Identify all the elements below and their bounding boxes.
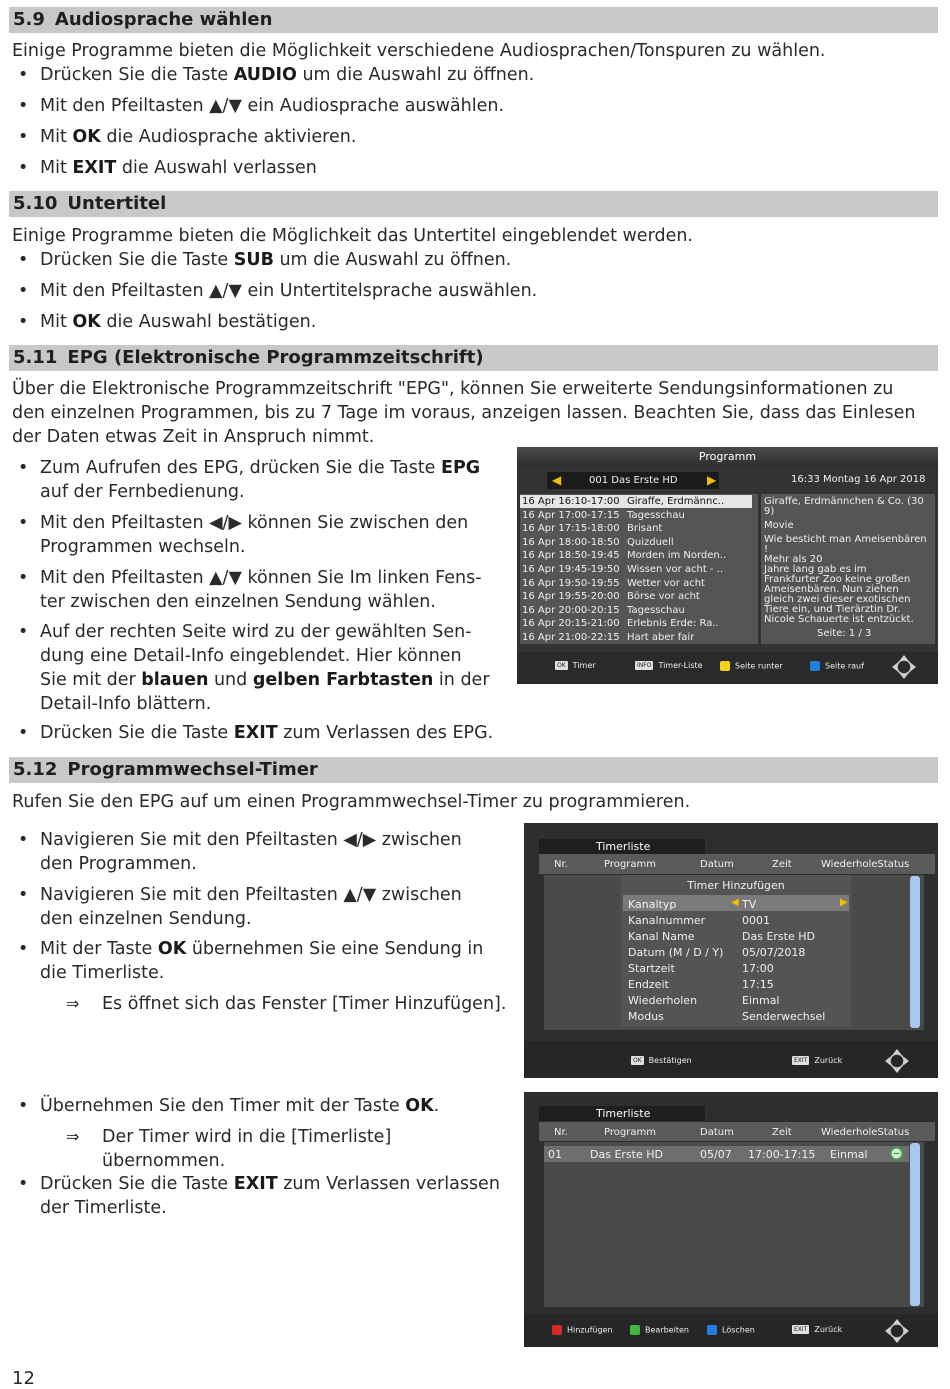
- bullet: • Mit EXIT die Auswahl verlassen: [22, 156, 317, 180]
- dialog-field-label: Startzeit: [628, 962, 675, 975]
- epg-detail-line: gleich zwei dieser exotischen: [764, 594, 911, 605]
- dialog-field-label: Endzeit: [628, 978, 669, 991]
- timer-repeat: Einmal: [830, 1148, 868, 1161]
- timer-date: 05/07: [700, 1148, 732, 1161]
- epg-detail-line: Wie besticht man Ameisenbären: [764, 534, 927, 545]
- navigation-cross-icon: [891, 654, 917, 680]
- blue-key-icon: [810, 661, 820, 671]
- bullet: • Mit der Taste OK übernehmen Sie eine Sendung in die Timerliste.: [22, 937, 483, 985]
- epg-event-name[interactable]: Morden im Norden..: [627, 550, 727, 562]
- arrow-left-icon: ◀: [731, 897, 739, 908]
- scrollbar[interactable]: [910, 876, 920, 1028]
- col-wiederhole-status: WiederholeStatus: [821, 859, 910, 870]
- epg-screenshot: [517, 447, 938, 684]
- dialog-field-value[interactable]: TV: [742, 898, 757, 911]
- col-datum: Datum: [700, 859, 734, 870]
- epg-event-time[interactable]: 16 Apr 16:10-17:00: [522, 496, 620, 507]
- footer-page-up: Seite rauf: [825, 661, 864, 671]
- timer-list-screenshot: [524, 1092, 938, 1347]
- dialog-field-label: Modus: [628, 1010, 664, 1023]
- footer-back: Zurück: [814, 1325, 843, 1334]
- epg-event-time[interactable]: 16 Apr 21:00-22:15: [522, 632, 620, 643]
- col-wiederhole-status: WiederholeStatus: [821, 1127, 910, 1138]
- footer-edit: Bearbeiten: [645, 1325, 689, 1335]
- dialog-field-label: Kanaltyp: [628, 898, 677, 911]
- exit-key-icon: EXIT: [794, 1326, 808, 1333]
- arrow-left-icon: ◀: [552, 473, 562, 487]
- bullet: • Navigieren Sie mit den Pfeiltasten ◀/▶ zwischen den Programmen.: [22, 828, 462, 876]
- paragraph: der Daten etwas Zeit in Anspruch nimmt.: [12, 427, 375, 447]
- dialog-field-value[interactable]: Das Erste HD: [742, 930, 815, 943]
- epg-event-time[interactable]: 16 Apr 18:00-18:50: [522, 536, 620, 548]
- bullet: • Mit den Pfeiltasten ▲/▼ ein Untertitelsprache auswählen.: [22, 279, 537, 303]
- footer-confirm: Bestätigen: [648, 1056, 692, 1065]
- col-nr: Nr.: [554, 1127, 568, 1138]
- bullet: • Drücken Sie die Taste AUDIO um die Auswahl zu öffnen.: [22, 63, 534, 87]
- epg-event-name[interactable]: Tagesschau: [627, 509, 685, 521]
- epg-detail-line: Movie: [764, 520, 794, 531]
- section-header-5-11: 5.11 EPG (Elektronische Programmzeitschrift): [9, 345, 938, 371]
- epg-event-time[interactable]: 16 Apr 18:50-19:45: [522, 550, 620, 562]
- epg-datetime: 16:33 Montag 16 Apr 2018: [791, 474, 926, 485]
- timer-add-screenshot: [524, 823, 938, 1078]
- footer-back: Zurück: [814, 1056, 843, 1065]
- arrow-right-icon: ▶: [707, 473, 717, 487]
- epg-event-time[interactable]: 16 Apr 19:50-19:55: [522, 577, 620, 589]
- paragraph: Über die Elektronische Programmzeitschrift "EPG", können Sie erweiterte Sendungsinformationen zu: [12, 379, 894, 399]
- timer-program: Das Erste HD: [590, 1148, 663, 1161]
- dialog-field-value[interactable]: Einmal: [742, 994, 780, 1007]
- epg-detail-line: 9): [764, 506, 775, 517]
- scrollbar[interactable]: [910, 1143, 920, 1306]
- exit-key-icon: EXIT: [794, 1057, 808, 1064]
- epg-channel: 001 Das Erste HD: [589, 475, 678, 486]
- arrow-right-icon: ▶: [840, 897, 848, 908]
- footer-add: Hinzufügen: [567, 1325, 613, 1335]
- footer-timer: Timer: [572, 661, 596, 670]
- bullet: • Navigieren Sie mit den Pfeiltasten ▲/▼ zwischen den einzelnen Sendung.: [22, 883, 462, 931]
- bullet: • Mit OK die Audiosprache aktivieren.: [22, 125, 356, 149]
- bullet: • Mit den Pfeiltasten ▲/▼ können Sie Im linken Fens- ter zwischen den einzelnen Sendung wählen.: [22, 566, 482, 614]
- bullet: • Drücken Sie die Taste EXIT zum Verlassen verlassen der Timerliste.: [22, 1172, 500, 1220]
- epg-event-time[interactable]: 16 Apr 19:55-20:00: [522, 591, 620, 603]
- epg-detail-line: Frankfurter Zoo keine großen: [764, 574, 911, 585]
- epg-event-name[interactable]: Tagesschau: [627, 604, 685, 616]
- dialog-title: Timer Hinzufügen: [687, 879, 785, 892]
- result-line: ⇒ Der Timer wird in die [Timerliste]: [66, 1127, 392, 1147]
- info-key-icon: INFO: [637, 662, 652, 669]
- footer-page-down: Seite runter: [735, 661, 783, 671]
- status-active-icon: [890, 1147, 903, 1160]
- navigation-cross-icon: [884, 1318, 910, 1344]
- epg-event-time[interactable]: 16 Apr 20:15-21:00: [522, 618, 620, 630]
- epg-event-time[interactable]: 16 Apr 17:15-18:00: [522, 523, 620, 535]
- dialog-field-label: Wiederholen: [628, 994, 698, 1007]
- epg-event-name[interactable]: Hart aber fair: [627, 632, 695, 643]
- col-nr: Nr.: [554, 859, 568, 870]
- ok-key-icon: OK: [557, 662, 566, 669]
- green-key-icon: [630, 1325, 640, 1335]
- epg-detail-line: Ameisenbären. Nun ziehen: [764, 584, 899, 595]
- paragraph: Rufen Sie den EPG auf um einen Programmwechsel-Timer zu programmieren.: [12, 792, 691, 812]
- epg-page-indicator: Seite: 1 / 3: [817, 628, 872, 639]
- dialog-field-value[interactable]: 0001: [742, 914, 770, 927]
- bullet: • Mit den Pfeiltasten ▲/▼ ein Audiosprache auswählen.: [22, 94, 504, 118]
- result-line-cont: übernommen.: [102, 1151, 226, 1171]
- dialog-field-value[interactable]: 17:00: [742, 962, 774, 975]
- blue-key-icon: [707, 1325, 717, 1335]
- epg-event-time[interactable]: 16 Apr 17:00-17:15: [522, 509, 620, 521]
- bullet: • Auf der rechten Seite wird zu der gewählten Sen- dung eine Detail-Info eingeblendet. Hier können Sie mit der blauen und gelben Farbtasten in der Detail-Info blättern.: [22, 620, 490, 716]
- footer-timer-list: Timer-Liste: [658, 661, 703, 670]
- epg-detail-line: Giraffe, Erdmännchen & Co. (30: [764, 496, 924, 507]
- epg-title: Programm: [698, 450, 757, 463]
- footer-delete: Löschen: [722, 1325, 755, 1335]
- epg-event-name[interactable]: Quizduell: [627, 536, 674, 548]
- yellow-key-icon: [720, 661, 730, 671]
- dialog-field-value[interactable]: 17:15: [742, 978, 774, 991]
- section-header-5-12: 5.12 Programmwechsel-Timer: [9, 757, 938, 783]
- ok-key-icon: OK: [633, 1057, 642, 1064]
- timerlist-title: Timerliste: [596, 840, 651, 853]
- result-line: ⇒ Es öffnet sich das Fenster [Timer Hinzufügen].: [66, 994, 507, 1014]
- epg-event-name[interactable]: Erlebnis Erde: Ra..: [627, 618, 719, 630]
- dialog-field-label: Datum (M / D / Y): [628, 946, 724, 959]
- navigation-cross-icon: [884, 1048, 910, 1074]
- dialog-field-label: Kanal Name: [628, 930, 695, 943]
- timerlist-title: Timerliste: [596, 1107, 651, 1120]
- epg-event-name[interactable]: Brisant: [627, 523, 663, 535]
- dialog-field-label: Kanalnummer: [628, 914, 706, 927]
- epg-event-time[interactable]: 16 Apr 20:00-20:15: [522, 604, 620, 616]
- epg-event-name[interactable]: Giraffe, Erdmännc..: [627, 496, 725, 507]
- bullet: • Mit OK die Auswahl bestätigen.: [22, 310, 316, 334]
- dialog-field-value[interactable]: 05/07/2018: [742, 946, 806, 959]
- epg-detail-line: Mehr als 20: [764, 554, 823, 565]
- section-header-5-10: 5.10 Untertitel: [9, 191, 938, 217]
- paragraph: Einige Programme bieten die Möglichkeit verschiedene Audiosprachen/Tonspuren zu wählen.: [12, 41, 826, 61]
- dialog-field-value[interactable]: Senderwechsel: [742, 1010, 826, 1023]
- col-zeit: Zeit: [772, 859, 792, 870]
- epg-detail-line: Tiere ein, und Tierärztin Dr.: [764, 604, 901, 615]
- col-zeit: Zeit: [772, 1127, 792, 1138]
- timer-time: 17:00-17:15: [748, 1148, 816, 1161]
- col-programm: Programm: [604, 859, 656, 870]
- col-programm: Programm: [604, 1127, 656, 1138]
- timer-nr: 01: [548, 1148, 562, 1161]
- paragraph: Einige Programme bieten die Möglichkeit das Untertitel eingeblendet werden.: [12, 226, 693, 246]
- epg-event-name[interactable]: Wissen vor acht - ..: [627, 564, 724, 575]
- bullet: • Übernehmen Sie den Timer mit der Taste OK.: [22, 1094, 439, 1118]
- section-header-5-9: 5.9 Audiosprache wählen: [9, 7, 938, 33]
- paragraph: den einzelnen Programmen, bis zu 7 Tage im voraus, anzeigen lassen. Beachten Sie, dass das Einlesen: [12, 403, 916, 423]
- epg-event-name[interactable]: Wetter vor acht: [627, 577, 705, 589]
- epg-event-name[interactable]: Börse vor acht: [627, 591, 700, 603]
- bullet: • Drücken Sie die Taste SUB um die Auswahl zu öffnen.: [22, 248, 511, 272]
- page-number: 12: [12, 1368, 35, 1389]
- red-key-icon: [552, 1325, 562, 1335]
- epg-detail-line: Jahre lang gab es im: [764, 564, 867, 575]
- bullet: • Zum Aufrufen des EPG, drücken Sie die Taste EPG auf der Fernbedienung.: [22, 456, 480, 504]
- epg-detail-line: !: [764, 544, 769, 555]
- epg-event-time[interactable]: 16 Apr 19:45-19:50: [522, 564, 620, 575]
- col-datum: Datum: [700, 1127, 734, 1138]
- bullet: • Drücken Sie die Taste EXIT zum Verlassen des EPG.: [22, 721, 493, 745]
- bullet: • Mit den Pfeiltasten ◀/▶ können Sie zwischen den Programmen wechseln.: [22, 511, 468, 559]
- epg-detail-line: Nicole Schauerte ist entzückt.: [764, 614, 914, 625]
